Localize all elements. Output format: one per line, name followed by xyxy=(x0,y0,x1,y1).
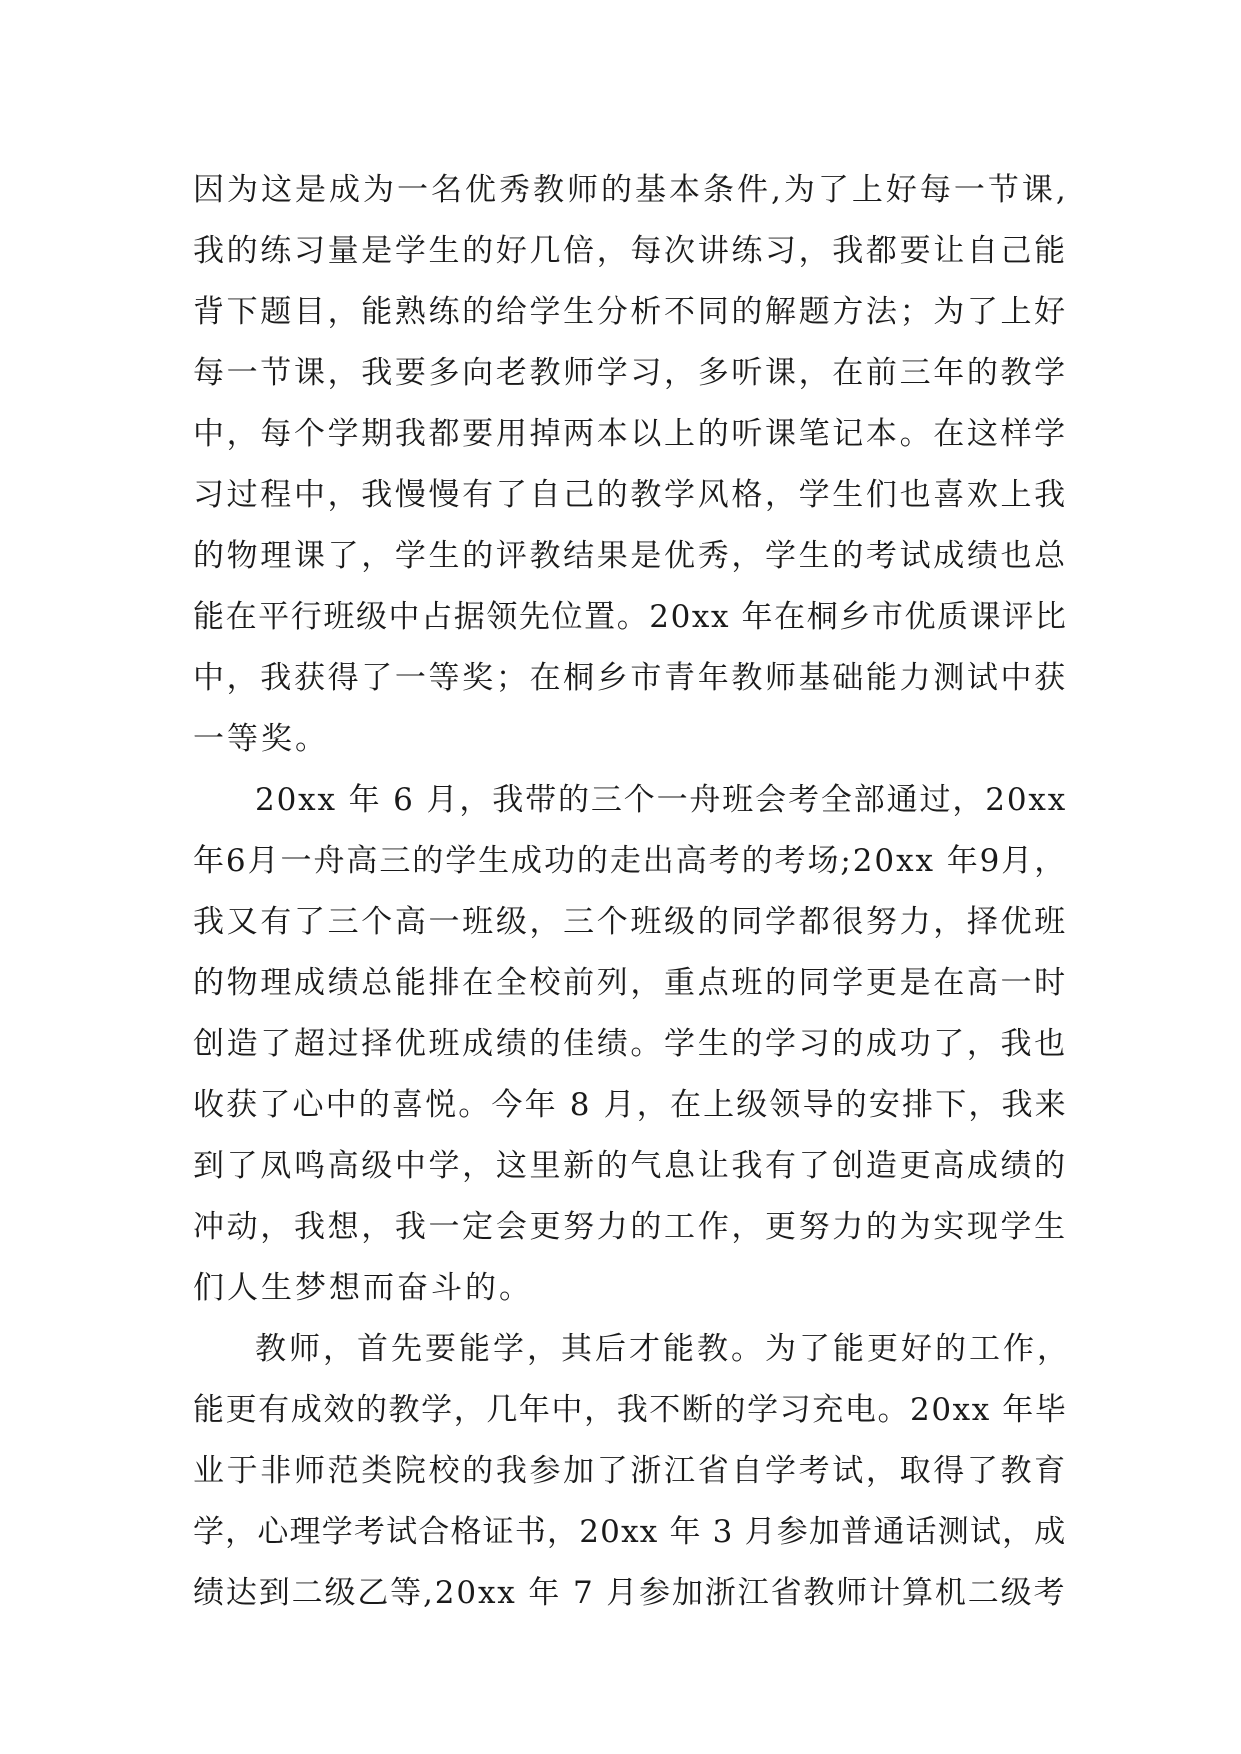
text-line: 到了凤鸣高级中学，这里新的气息让我有了创造更高成绩的 xyxy=(193,1148,1068,1184)
text-line: 习过程中，我慢慢有了自己的教学风格，学生们也喜欢上我 xyxy=(193,477,1068,513)
text-line: 业于非师范类院校的我参加了浙江省自学考试，取得了教育 xyxy=(193,1453,1068,1489)
text-line: 20xx 年 6 月，我带的三个一舟班会考全部通过，20xx xyxy=(255,782,1068,818)
text-line: 的物理课了，学生的评教结果是优秀，学生的考试成绩也总 xyxy=(193,538,1068,574)
text-line: 一等奖。 xyxy=(193,721,329,757)
text-line: 冲动，我想，我一定会更努力的工作，更努力的为实现学生 xyxy=(193,1209,1068,1245)
text-line: 能在平行班级中占据领先位置。20xx 年在桐乡市优质课评比 xyxy=(193,599,1068,635)
text-line: 的物理成绩总能排在全校前列，重点班的同学更是在高一时 xyxy=(193,965,1068,1001)
document-body xyxy=(193,160,1073,1624)
text-line: 我的练习量是学生的好几倍，每次讲练习，我都要让自己能 xyxy=(193,233,1068,269)
text-line: 收获了心中的喜悦。今年 8 月，在上级领导的安排下，我来 xyxy=(193,1087,1068,1123)
text-line: 中，我获得了一等奖；在桐乡市青年教师基础能力测试中获 xyxy=(193,660,1068,696)
text-line: 我又有了三个高一班级，三个班级的同学都很努力，择优班 xyxy=(193,904,1068,940)
text-line: 绩达到二级乙等,20xx 年 7 月参加浙江省教师计算机二级考 xyxy=(193,1575,1067,1611)
text-line: 因为这是成为一名优秀教师的基本条件,为了上好每一节课, xyxy=(193,172,1069,208)
text-line: 每一节课，我要多向老教师学习，多听课，在前三年的教学 xyxy=(193,355,1068,391)
text-line: 创造了超过择优班成绩的佳绩。学生的学习的成功了，我也 xyxy=(193,1026,1068,1062)
text-line: 中，每个学期我都要用掉两本以上的听课笔记本。在这样学 xyxy=(193,416,1068,452)
text-line: 学，心理学考试合格证书，20xx 年 3 月参加普通话测试，成 xyxy=(193,1514,1067,1550)
text-line: 年6月一舟高三的学生成功的走出高考的考场;20xx 年9月， xyxy=(193,843,1068,879)
text-line: 背下题目，能熟练的给学生分析不同的解题方法；为了上好 xyxy=(193,294,1068,330)
text-line: 教师，首先要能学，其后才能教。为了能更好的工作， xyxy=(255,1331,1071,1367)
text-line: 能更有成效的教学，几年中，我不断的学习充电。20xx 年毕 xyxy=(193,1392,1068,1428)
text-line: 们人生梦想而奋斗的。 xyxy=(193,1270,533,1306)
